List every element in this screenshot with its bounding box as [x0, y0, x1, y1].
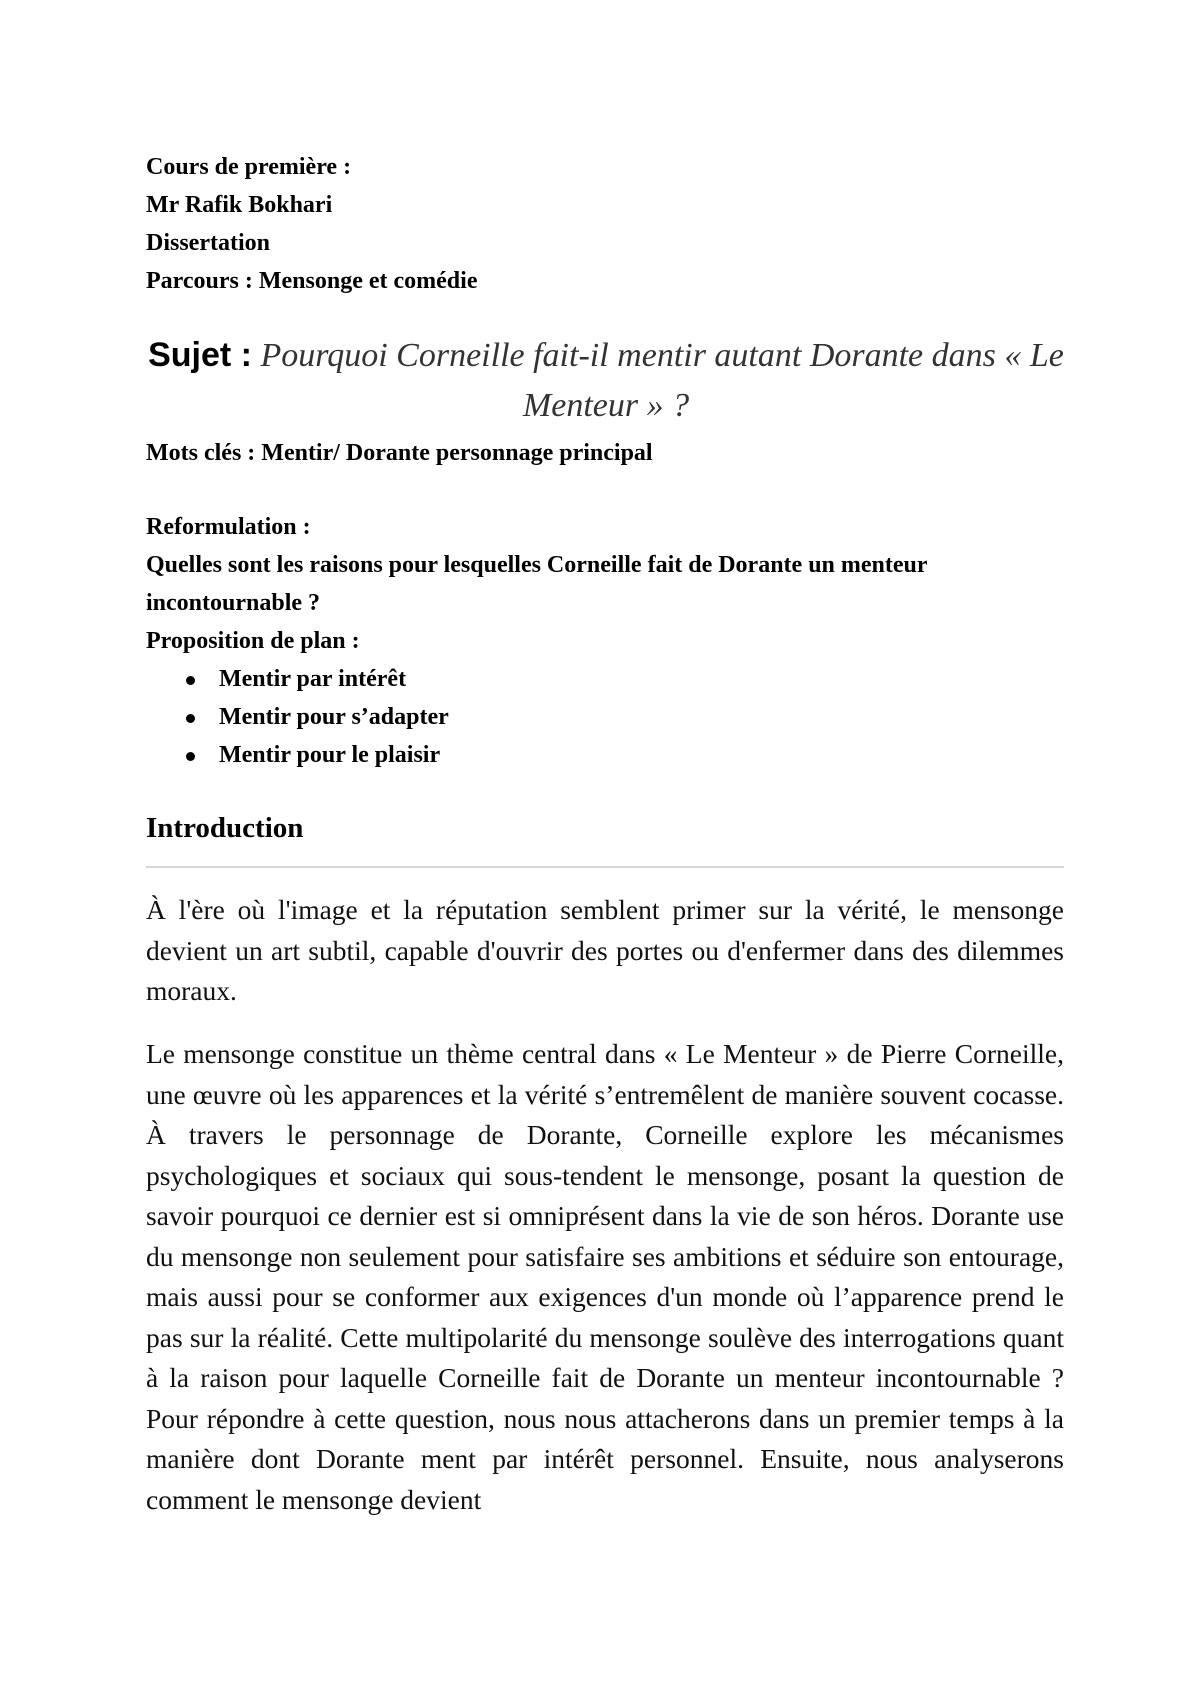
- heading-divider: [146, 866, 1064, 868]
- introduction-paragraph: À l'ère où l'image et la réputation semblent primer sur la vérité, le mensonge devient un art subtil, capable d'ouvrir des portes ou d'enfermer dans des dilemmes moraux.: [146, 894, 1064, 1006]
- document-genre: Dissertation: [146, 230, 270, 256]
- plan-item: [146, 660, 1066, 698]
- reformulation-section: [146, 508, 1066, 774]
- document-header: [146, 148, 1066, 300]
- plan-list: [146, 660, 1066, 774]
- subject-heading: [146, 330, 1066, 431]
- teacher-name: Mr Rafik Bokhari: [146, 192, 333, 218]
- plan-label: Proposition de plan :: [146, 628, 360, 654]
- introduction-paragraph: Le mensonge constitue un thème central dans « Le Menteur » de Pierre Corneille, une œuvre où les apparences et la vérité s’entremêlent de manière souvent cocasse. À travers le personnage de Dorante, Corneille explore les mécanismes psychologiques et sociaux qui sous-tendent le mensonge, posant la question de savoir pourquoi ce dernier est si omniprésent dans la vie de son héros. Dorante use du mensonge non seulement pour satisfaire ses ambitions et séduire son entourage, mais aussi pour se conformer aux exigences d'un monde où l’apparence prend le pas sur la réalité. Cette multipolarité du mensonge soulève des interrogations quant à la raison pour laquelle Corneille fait de Dorante un menteur incontournable ? Pour répondre à cette question, nous nous attacherons dans un premier temps à la manière dont Dorante ment par intérêt personnel. Ensuite, nous analyserons comment le mensonge devient: [146, 1038, 1064, 1515]
- parcours-label: Parcours : Mensonge et comédie: [146, 268, 478, 294]
- keywords-line: Mots clés : Mentir/ Dorante personnage principal: [146, 440, 653, 466]
- bullet-icon: [186, 676, 195, 685]
- course-label: Cours de première :: [146, 154, 352, 180]
- reformulation-text: Quelles sont les raisons pour lesquelles Corneille fait de Dorante un menteur incontournable ?: [146, 552, 928, 616]
- plan-item-label: Mentir par intérêt: [219, 666, 407, 692]
- plan-item-label: Mentir pour s’adapter: [219, 704, 449, 730]
- introduction-heading: Introduction: [146, 812, 304, 844]
- bullet-icon: [186, 714, 195, 723]
- plan-item: [146, 698, 1066, 736]
- plan-item: [146, 736, 1066, 774]
- reformulation-label: Reformulation :: [146, 514, 311, 540]
- plan-item-label: Mentir pour le plaisir: [219, 742, 441, 768]
- subject-question: Pourquoi Corneille fait-il mentir autant Dorante dans « Le Menteur » ?: [260, 337, 1064, 424]
- subject-label: Sujet :: [148, 336, 252, 374]
- bullet-icon: [186, 752, 195, 761]
